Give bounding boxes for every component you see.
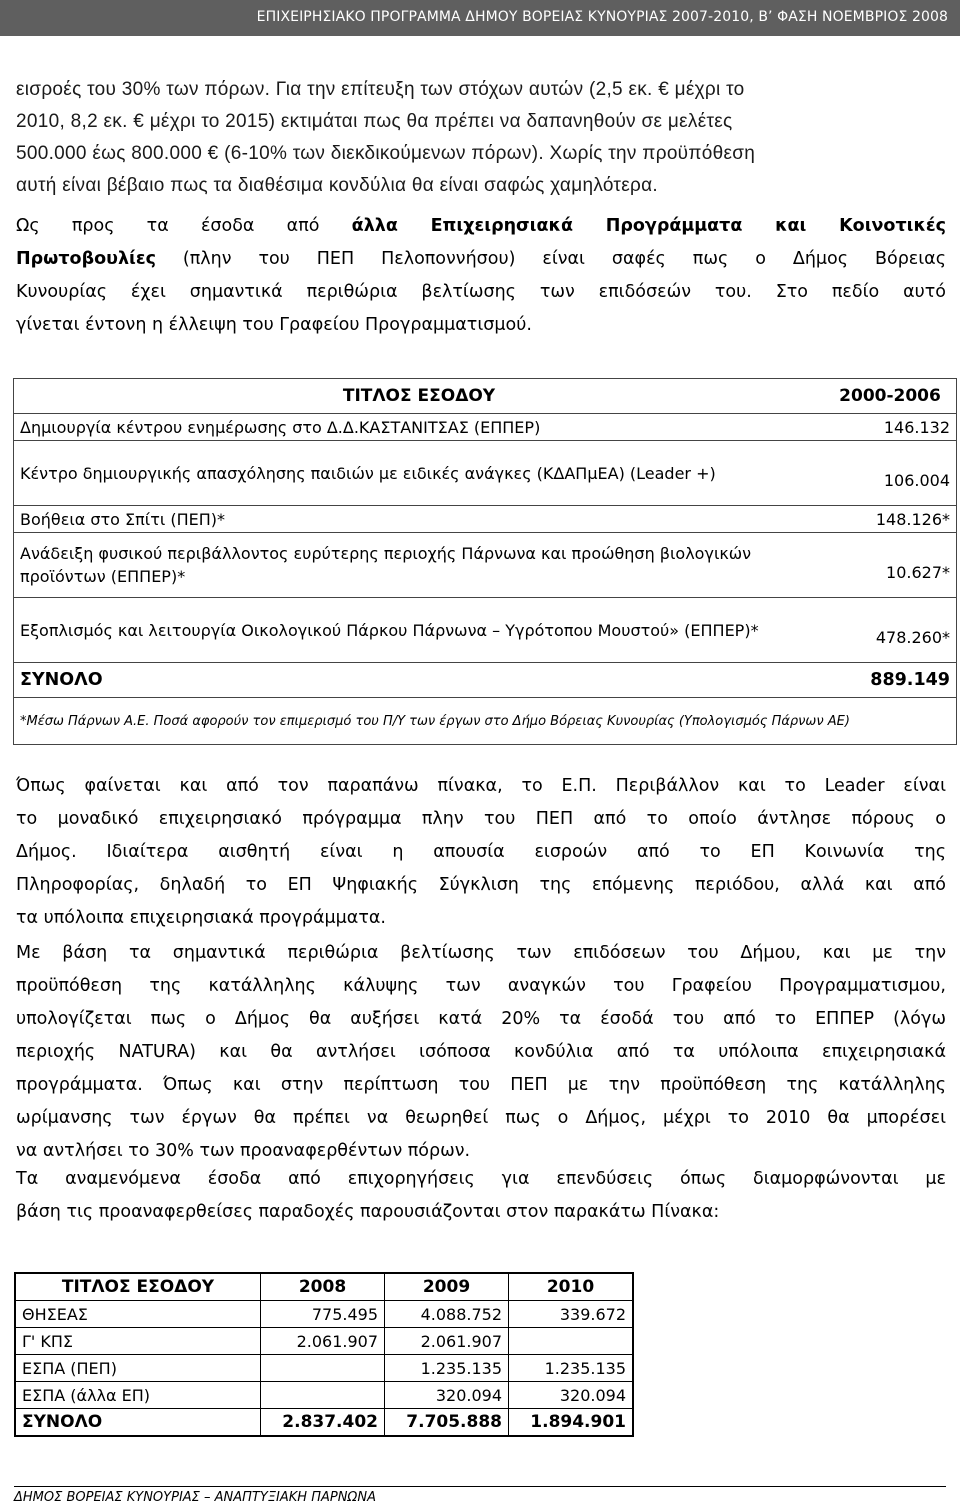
paragraph-line: τα υπόλοιπα επιχειρησιακά προγράμματα. <box>16 908 386 928</box>
table-header-row <box>14 379 957 414</box>
paragraph-line: Δήμος. Ιδιαίτερα αισθητή είναι η απουσία εισροών από το ΕΠ Κοινωνία της <box>16 842 946 862</box>
table-cell: Γ' ΚΠΣ <box>15 1328 261 1355</box>
footer-divider <box>14 1486 946 1487</box>
page-header <box>0 0 960 36</box>
paragraph-line: Τα αναμενόμενα έσοδα από επιχορηγήσεις για επενδύσεις όπως διαμορφώνονται με <box>16 1169 946 1189</box>
table-cell: ΕΣΠΑ (ΠΕΠ) <box>15 1355 261 1382</box>
table-row <box>14 414 957 441</box>
header-cell: ΤΙΤΛΟΣ ΕΣΟΔΟΥ <box>15 1273 261 1301</box>
header-cell: 2009 <box>385 1273 509 1301</box>
paragraph-line: 2010, 8,2 εκ. € μέχρι το 2015) εκτιμάται πως θα πρέπει να δαπανηθούν σε μελέτες <box>16 111 733 132</box>
paragraph-line: βάση τις προαναφερθείσες παραδοχές παρουσιάζονται στον παρακάτω Πίνακα: <box>16 1202 720 1222</box>
paragraph-1 <box>16 74 946 202</box>
table-total-row <box>15 1409 633 1437</box>
paragraph-3 <box>16 770 946 935</box>
paragraph-line: προγράμματα. Όπως και στην περίπτωση του ΠΕΠ με την προϋπόθεση της κατάλληλης <box>16 1075 946 1095</box>
table-cell: ΕΣΠΑ (άλλα ΕΠ) <box>15 1382 261 1409</box>
paragraph-line: Κυνουρίας έχει σημαντικά περιθώρια βελτίωσης των επιδόσεών του. Στο πεδίο αυτό <box>16 282 946 302</box>
header-title: ΕΠΙΧΕΙΡΗΣΙΑΚΟ ΠΡΟΓΡΑΜΜΑ ΔΗΜΟΥ ΒΟΡΕΙΑΣ ΚΥΝΟΥΡΙΑΣ 2007-2010, Β’ ΦΑΣΗ ΝΟΕΜΒΡΙΟΣ 2008 <box>256 9 948 25</box>
table-row <box>14 598 957 663</box>
table-cell: 4.088.752 <box>385 1301 509 1328</box>
header-period-cell: 2000-2006 <box>824 379 957 414</box>
row-title: Κέντρο δημιουργικής απασχόλησης παιδιών με ειδικές ανάγκες (ΚΔΑΠμΕΑ) (Leader +) <box>14 441 825 506</box>
total-cell: 1.894.901 <box>509 1409 634 1437</box>
paragraph-line: να αντλήσει το 30% των προαναφερθέντων πόρων. <box>16 1141 471 1161</box>
table-cell: 1.235.135 <box>385 1355 509 1382</box>
paragraph-line <box>16 243 946 276</box>
row-value: 106.004 <box>824 441 957 506</box>
row-value: 10.627* <box>824 533 957 598</box>
table-row <box>14 441 957 506</box>
paragraph-line: γίνεται έντονη η έλλειψη του Γραφείου Προγραμματισμού. <box>16 315 532 335</box>
table-row <box>15 1355 633 1382</box>
paragraph-4 <box>16 937 946 1168</box>
paragraph-line: υπολογίζεται πως ο Δήμος θα αυξήσει κατά 20% τα έσοδά του από το ΕΠΠΕΡ (λόγω <box>16 1009 946 1029</box>
row-value: 478.260* <box>824 598 957 663</box>
table-cell: ΘΗΣΕΑΣ <box>15 1301 261 1328</box>
table-note-row <box>14 698 957 745</box>
bold-text: άλλα Επιχειρησιακά Προγράμματα και Κοινοτικές <box>351 216 946 236</box>
paragraph-2 <box>16 210 946 342</box>
row-title: Δημιουργία κέντρου ενημέρωσης στο Δ.Δ.ΚΑΣΤΑΝΙΤΣΑΣ (ΕΠΠΕΡ) <box>14 414 825 441</box>
paragraph-line: εισροές του 30% των πόρων. Για την επίτευξη των στόχων αυτών (2,5 εκ. € μέχρι το <box>16 79 745 100</box>
header-title-cell: ΤΙΤΛΟΣ ΕΣΟΔΟΥ <box>14 379 825 414</box>
table-header-row <box>15 1273 633 1301</box>
header-cell: 2008 <box>261 1273 385 1301</box>
text-span: (πλην του ΠΕΠ Πελοποννήσου) είναι σαφές πως ο Δήμος Βόρειας <box>155 249 946 269</box>
row-value: 148.126* <box>824 506 957 533</box>
header-cell: 2010 <box>509 1273 634 1301</box>
expected-revenue-table <box>14 1272 634 1437</box>
paragraph-line: 500.000 έως 800.000 € (6-10% των διεκδικούμενων πόρων). Χωρίς την προϋπόθεση <box>16 143 756 164</box>
table-cell: 1.235.135 <box>509 1355 634 1382</box>
paragraph-line: Πληροφορίας, δηλαδή το ΕΠ Ψηφιακής Σύγκλιση της επόμενης περιόδου, αλλά και από <box>16 875 946 895</box>
table-cell <box>261 1355 385 1382</box>
page-footer: ΔΗΜΟΣ ΒΟΡΕΙΑΣ ΚΥΝΟΥΡΙΑΣ – ΑΝΑΠΤΥΞΙΑΚΗ ΠΑΡΝΩΝΑ <box>14 1490 376 1505</box>
table-cell: 2.061.907 <box>261 1328 385 1355</box>
table-note: *Μέσω Πάρνων Α.Ε. Ποσά αφορούν τον επιμερισμό του Π/Υ των έργων στο Δήμο Βόρειας Κυνουρίας (Υπολογισμός Πάρνων ΑΕ) <box>14 698 957 745</box>
total-value: 889.149 <box>824 663 957 698</box>
total-label: ΣΥΝΟΛΟ <box>15 1409 261 1437</box>
row-title: Ανάδειξη φυσικού περιβάλλοντος ευρύτερης περιοχής Πάρνωνα και προώθηση βιολογικών προϊόντων (ΕΠΠΕΡ)* <box>14 533 825 598</box>
table-cell: 2.061.907 <box>385 1328 509 1355</box>
paragraph-line: περιοχής NATURA) και θα αντλήσει ισόποσα κονδύλια από τα υπόλοιπα επιχειρησιακά <box>16 1042 946 1062</box>
paragraph-line: το μοναδικό επιχειρησιακό πρόγραμμα πλην του ΠΕΠ από το οποίο άντλησε πόρους ο <box>16 809 946 829</box>
table-cell <box>509 1328 634 1355</box>
table-cell: 320.094 <box>509 1382 634 1409</box>
paragraph-line: Με βάση τα σημαντικά περιθώρια βελτίωσης των επιδόσεων του Δήμου, και με την <box>16 943 946 963</box>
row-title: Βοήθεια στο Σπίτι (ΠΕΠ)* <box>14 506 825 533</box>
paragraph-line: προϋπόθεση της κατάλληλης κάλυψης των αναγκών του Γραφείου Προγραμματισμου, <box>16 976 946 996</box>
table-row <box>15 1382 633 1409</box>
table-row <box>15 1301 633 1328</box>
paragraph-line <box>16 210 946 243</box>
paragraph-line: ωρίμανσης των έργων θα πρέπει να θεωρηθεί πως ο Δήμος, μέχρι το 2010 θα μπορέσει <box>16 1108 946 1128</box>
table-row <box>14 533 957 598</box>
paragraph-line: αυτή είναι βέβαιο πως τα διαθέσιμα κονδύλια θα είναι σαφώς χαμηλότερα. <box>16 175 658 196</box>
table-row <box>15 1328 633 1355</box>
row-value: 146.132 <box>824 414 957 441</box>
table-cell: 775.495 <box>261 1301 385 1328</box>
bold-text: Πρωτοβουλίες <box>16 249 156 269</box>
table-total-row <box>14 663 957 698</box>
table-cell <box>261 1382 385 1409</box>
revenue-table-2000-2006 <box>13 378 957 745</box>
table-cell: 320.094 <box>385 1382 509 1409</box>
table-cell: 339.672 <box>509 1301 634 1328</box>
total-label: ΣΥΝΟΛΟ <box>14 663 825 698</box>
total-cell: 7.705.888 <box>385 1409 509 1437</box>
row-title: Εξοπλισμός και λειτουργία Οικολογικού Πάρκου Πάρνωνα – Υγρότοπου Μουστού» (ΕΠΠΕΡ)* <box>14 598 825 663</box>
paragraph-5 <box>16 1163 946 1229</box>
text-span: Ως προς τα έσοδα από <box>16 216 352 236</box>
table-row <box>14 506 957 533</box>
total-cell: 2.837.402 <box>261 1409 385 1437</box>
paragraph-line: Όπως φαίνεται και από τον παραπάνω πίνακα, το Ε.Π. Περιβάλλον και το Leader είναι <box>16 776 946 796</box>
